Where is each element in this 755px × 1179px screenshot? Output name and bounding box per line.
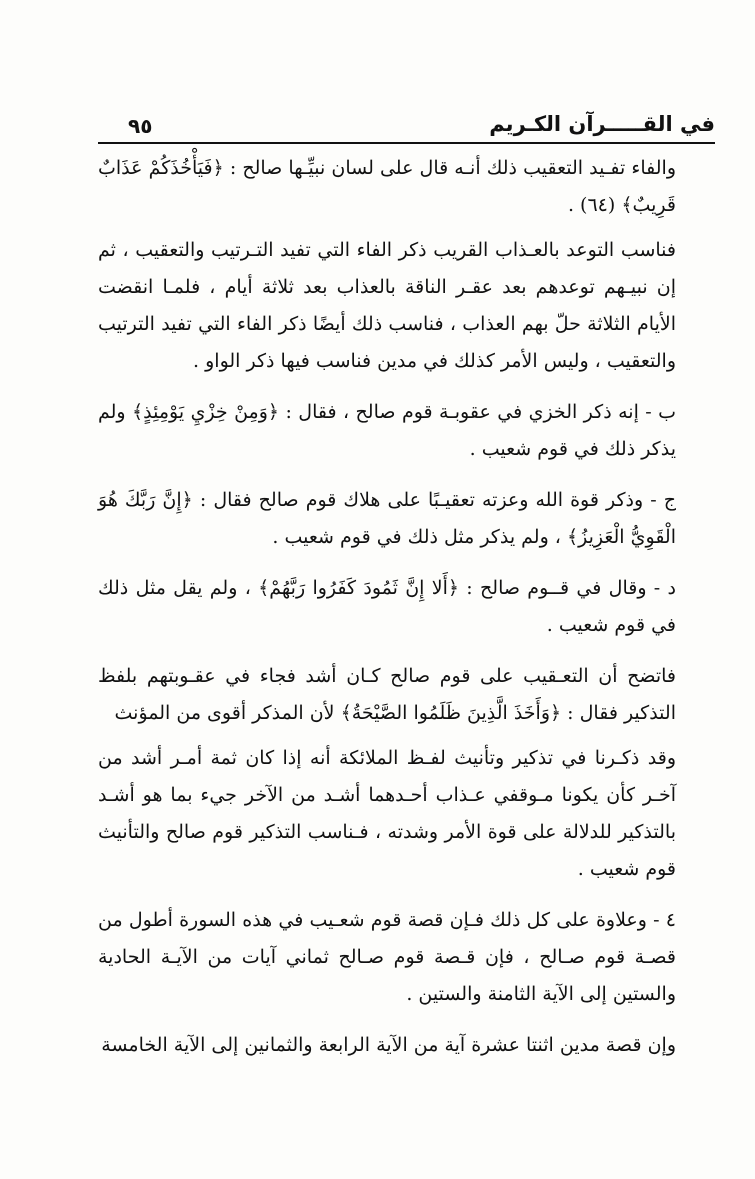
quran-verse: ﴿وَمِنْ خِزْيِ يَوْمِئِذٍ﴾ (132, 401, 280, 423)
paragraph-3 (98, 394, 710, 468)
paragraph-text: والفاء تفـيد التعقيب ذلك أنـه قال على لسان نبيِّـها صالح : (223, 157, 676, 179)
paragraph-7 (98, 740, 710, 888)
paragraph-text: وقد ذكـرنا في تذكير وتأنيث لفـظ الملائكة أنه إذا كان ثمة أمـر أشد من آخـر كأن يكونا مـوقفي عـذاب أحـدهما أشـد من الآخر جيء بما هو أشـد بالتذكير للدلالة على قوة الأمر وشدته ، فـناسب التذكير قوم صالح والتأنيث قوم شعيب . (98, 747, 676, 880)
paragraph-2 (98, 232, 710, 380)
paragraph-text: ب - إنه ذكر الخزي في عقوبـة قوم صالح ، فقال : (279, 401, 676, 423)
paragraph-9 (98, 1027, 710, 1064)
paragraph-text: د - وقال في قــوم صالح : (459, 577, 676, 599)
paragraph-text: ٤ - وعلاوة على كل ذلك فـإن قصة قوم شعـيب في هذه السورة أطول من قصـة قوم صـالح ، فإن قـصة قوم صـالح ثماني آيات من الآيـة الحادية والستين إلى الآية الثامنة والستين . (98, 909, 676, 1005)
running-title: في القـــــرآن الكـريم (489, 112, 715, 136)
page-header (98, 112, 715, 144)
body-text (98, 150, 710, 1078)
verse-reference: (٦٤) . (567, 194, 622, 216)
paragraph-tail: ، ولم يذكر مثل ذلك في قوم شعيب . (272, 526, 567, 548)
paragraph-tail: لأن المذكر أقوى من المؤنث (114, 702, 341, 724)
quran-verse: ﴿أَلا إِنَّ ثَمُودَ كَفَرُوا رَبَّهُمْ﴾ (258, 577, 459, 599)
paragraph-5 (98, 570, 710, 644)
quran-verse: ﴿إِنَّ رَبَّكَ هُوَ الْقَوِيُّ الْعَزِيزُ﴾ (98, 489, 676, 548)
paragraph-6 (98, 658, 710, 732)
paragraph-text: ج - وذكر قوة الله وعزته تعقيـبًا على هلاك قوم صالح فقال : (192, 489, 676, 511)
paragraph-1 (98, 150, 710, 224)
paragraph-text: فاتضح أن التعـقيب على قوم صالح كـان أشد فجاء في عقـوبتهم بلفظ التذكير فقال : (98, 665, 676, 724)
paragraph-4 (98, 482, 710, 556)
quran-verse: ﴿فَيَأْخُذَكُمْ عَذَابٌ قَرِيبٌ﴾ (98, 157, 676, 216)
paragraph-tail: ، ولم يقل مثل ذلك في قوم شعيب . (98, 577, 676, 636)
paragraph-8 (98, 902, 710, 1013)
paragraph-text: وإن قصة مدين اثنتا عشرة آية من الآية الرابعة والثمانين إلى الآية الخامسة (101, 1034, 676, 1056)
paragraph-text: فناسب التوعد بالعـذاب القريب ذكر الفاء التي تفيد التـرتيب والتعقيب ، ثم إن نبيـهم توعدهم بعد عقـر الناقة بالعذاب بعد ثلاثة أيام ، فلمـا انقضت الأيام الثلاثة حلّ بهم العذاب ، فناسب ذلك أيضًا ذكر الفاء التي تفيد الترتيب والتعقيب ، وليس الأمر كذلك في مدين فناسب فيها ذكر الواو . (98, 239, 676, 372)
paragraph-tail: ولم يذكر ذلك في قوم شعيب . (98, 401, 676, 460)
page-number: ٩٥ (128, 114, 153, 138)
quran-verse: ﴿وَأَخَذَ الَّذِينَ ظَلَمُوا الصَّيْحَةُ﴾ (340, 702, 562, 724)
